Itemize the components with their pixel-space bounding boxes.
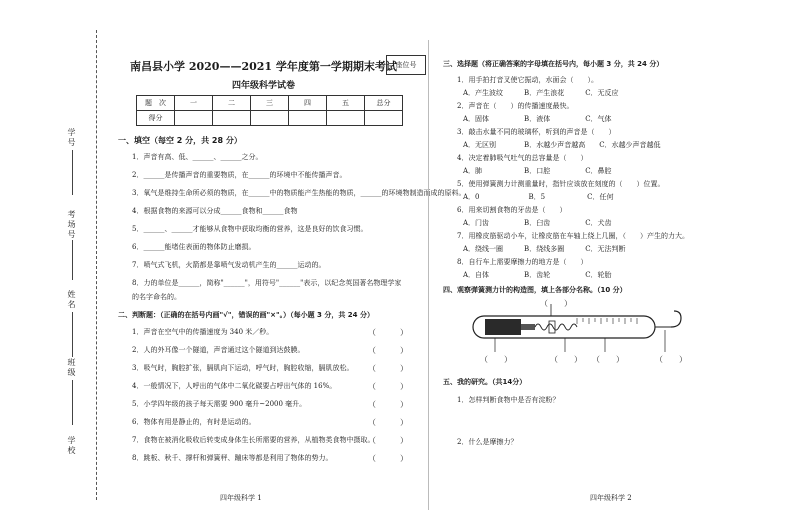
- score-cell[interactable]: [251, 111, 289, 126]
- page-divider: [428, 40, 429, 510]
- score-cell: 三: [251, 96, 289, 111]
- exam-title: 南昌县小学 2020——2021 学年度第一学期期末考试: [130, 60, 397, 73]
- score-cell[interactable]: [213, 111, 251, 126]
- binding-field-line: [72, 150, 73, 195]
- judgement-item: 1．声音在空气中的传播速度为 340 米／秒。: [132, 328, 274, 336]
- score-cell: 二: [213, 96, 251, 111]
- judgement-item: 3．吸气时，胸腔扩张，膈肌向下运动，呼气时，胸腔收缩，膈肌放松。: [132, 364, 354, 372]
- choice-question: 2．声音在（ ）的传播速度最快。: [457, 102, 574, 110]
- choice-question: 5．使用弹簧测力计测重量时，指针应该放在刻度的（ ）位置。: [457, 180, 665, 188]
- research-question: 1．怎样判断食物中是否有淀粉？: [457, 396, 560, 404]
- binding-field-student-id: 学号: [67, 128, 76, 148]
- choice-options[interactable]: A．绕线一圈 B．绕线多圈 C．无法判断: [463, 245, 626, 253]
- research-question: 2．什么是摩擦力？: [457, 438, 518, 446]
- score-cell: 一: [175, 96, 213, 111]
- answer-paren[interactable]: （ ）: [368, 418, 408, 427]
- spring-scale-illustration: [465, 298, 690, 362]
- answer-paren[interactable]: （ ）: [368, 400, 408, 409]
- choice-question: 6．用来切割食物的牙齿是（ ）: [457, 206, 567, 214]
- answer-paren[interactable]: （ ）: [368, 382, 408, 391]
- score-table-score-row: [137, 111, 403, 126]
- diagram-blank[interactable]: （ ）: [592, 355, 624, 364]
- fill-blank-item: 5．______、______才能够从食物中获取均衡的营养，这是良好的饮食习惯。: [132, 225, 368, 233]
- answer-paren[interactable]: （ ）: [368, 346, 408, 355]
- binding-field-exam-room: 考场号: [67, 210, 76, 240]
- seat-number-box[interactable]: 座位号: [386, 55, 426, 75]
- choice-options[interactable]: A．肺 B．口腔 C．鼻腔: [463, 167, 612, 175]
- section-3-title: 三、选择题（将正确答案的字母填在括号内，每小题 3 分，共 24 分）: [443, 60, 664, 68]
- choice-question: 4．决定着肺吸气吐气的总容量是（ ）: [457, 154, 588, 162]
- choice-options[interactable]: A．无区别 B．水越少声音越高 C．水越少声音越低: [463, 141, 661, 149]
- score-cell: 五: [327, 96, 365, 111]
- section-1-title: 一、填空（每空 2 分，共 28 分）: [118, 136, 242, 145]
- score-table: [136, 95, 403, 126]
- page-footer-left: 四年级科学 1: [220, 494, 262, 502]
- diagram-blank[interactable]: （ ）: [655, 355, 687, 364]
- judgement-item: 7．食物在被消化吸收后转变成身体生长所需要的营养，从植物类食物中摄取。: [132, 436, 375, 444]
- fill-blank-item: 8．力的单位是______，简称"______"，用符号"______"表示，以纪念英国著名物理学家的名字命名的。: [132, 279, 402, 301]
- score-cell: 得分: [137, 111, 175, 126]
- choice-question: 8．自行车上需要摩擦力的地方是（ ）: [457, 258, 588, 266]
- diagram-blank[interactable]: （ ）: [550, 355, 582, 364]
- score-cell[interactable]: [327, 111, 365, 126]
- score-cell[interactable]: [365, 111, 403, 126]
- spring-scale-diagram: [465, 298, 690, 362]
- judgement-item: 8．跳板、秋千、撑杆和弹簧秤、蹦床等都是利用了物体的势力。: [132, 454, 333, 462]
- choice-options[interactable]: A．门齿 B．臼齿 C．犬齿: [463, 219, 612, 227]
- diagram-blank[interactable]: （ ）: [540, 299, 572, 308]
- score-cell: 四: [289, 96, 327, 111]
- judgement-item: 5．小学四年级的孩子每天需要 900 毫升~2000 毫升。: [132, 400, 307, 408]
- fill-blank-item: 4．根据食物的来源可以分成______食物和______食物: [132, 207, 298, 215]
- judgement-item: 6．物体有用是静止的，有时是运动的。: [132, 418, 256, 426]
- fill-blank-item: 2．______是传播声音的重要物质，在______的环境中不能传播声音。: [132, 171, 347, 179]
- section-5-title: 五、我的研究。（共14分）: [443, 378, 527, 386]
- binding-line: [96, 30, 97, 500]
- choice-options[interactable]: A．产生波纹 B．产生浪花 C．无反应: [463, 89, 619, 97]
- binding-field-school: 学校: [67, 436, 76, 456]
- choice-question: 1．用手拍打音叉使它振动，水面会（ ）。: [457, 76, 598, 84]
- choice-options[interactable]: A．自体 B．齿轮 C．轮胎: [463, 271, 612, 279]
- binding-field-name: 姓名: [67, 290, 76, 310]
- page-footer-right: 四年级科学 2: [590, 494, 632, 502]
- fill-blank-item: 6．______能堵住表面的物体防止磨损。: [132, 243, 256, 251]
- fill-blank-item: 7．喷气式飞机，火箭都是靠喷气发动机产生的______运动的。: [132, 261, 326, 269]
- binding-field-line: [72, 312, 73, 357]
- exam-subtitle: 四年级科学试卷: [232, 81, 296, 91]
- score-table-header-row: [137, 96, 403, 111]
- fill-blank-item: 3．氧气是维持生命所必须的物质，在______中的物质能产生热能的物质，______的环境物制造而成的原料。: [132, 189, 466, 197]
- section-4-title: 四、观察弹簧测力计的构造图，填上各部分名称。（10 分）: [443, 286, 627, 294]
- binding-field-line: [72, 380, 73, 425]
- choice-question: 7．用橡皮筋驱动小车，让橡皮筋在车轴上绕上几圈，（ ）产生的力大。: [457, 232, 689, 240]
- binding-field-line: [72, 240, 73, 280]
- judgement-item: 2．人的外耳像一个隧道，声音通过这个隧道到达鼓膜。: [132, 346, 305, 354]
- choice-question: 3．敲击水量不同的玻璃杯，听到的声音是（ ）: [457, 128, 616, 136]
- choice-options[interactable]: A．0 B．5 C．任何: [463, 193, 614, 201]
- binding-field-class: 班级: [67, 358, 76, 378]
- choice-options[interactable]: A．固体 B．液体 C．气体: [463, 115, 612, 123]
- section-2-title: 二、判断题：（正确的在括号内画"√"，错误的画"×"。）（每小题 3 分，共 24 分）: [118, 311, 374, 319]
- diagram-blank[interactable]: （ ）: [480, 355, 512, 364]
- fill-blank-item: 1．声音有高、低、______、______之分。: [132, 153, 263, 161]
- score-cell: 总分: [365, 96, 403, 111]
- score-cell: 题 次: [137, 96, 175, 111]
- score-cell[interactable]: [289, 111, 327, 126]
- answer-paren[interactable]: （ ）: [368, 364, 408, 373]
- answer-paren[interactable]: （ ）: [368, 328, 408, 337]
- answer-paren[interactable]: （ ）: [368, 436, 408, 445]
- judgement-item: 4．一般情况下，人呼出的气体中二氧化碳要占呼出气体的 16%。: [132, 382, 337, 390]
- answer-paren[interactable]: （ ）: [368, 454, 408, 463]
- score-cell[interactable]: [175, 111, 213, 126]
